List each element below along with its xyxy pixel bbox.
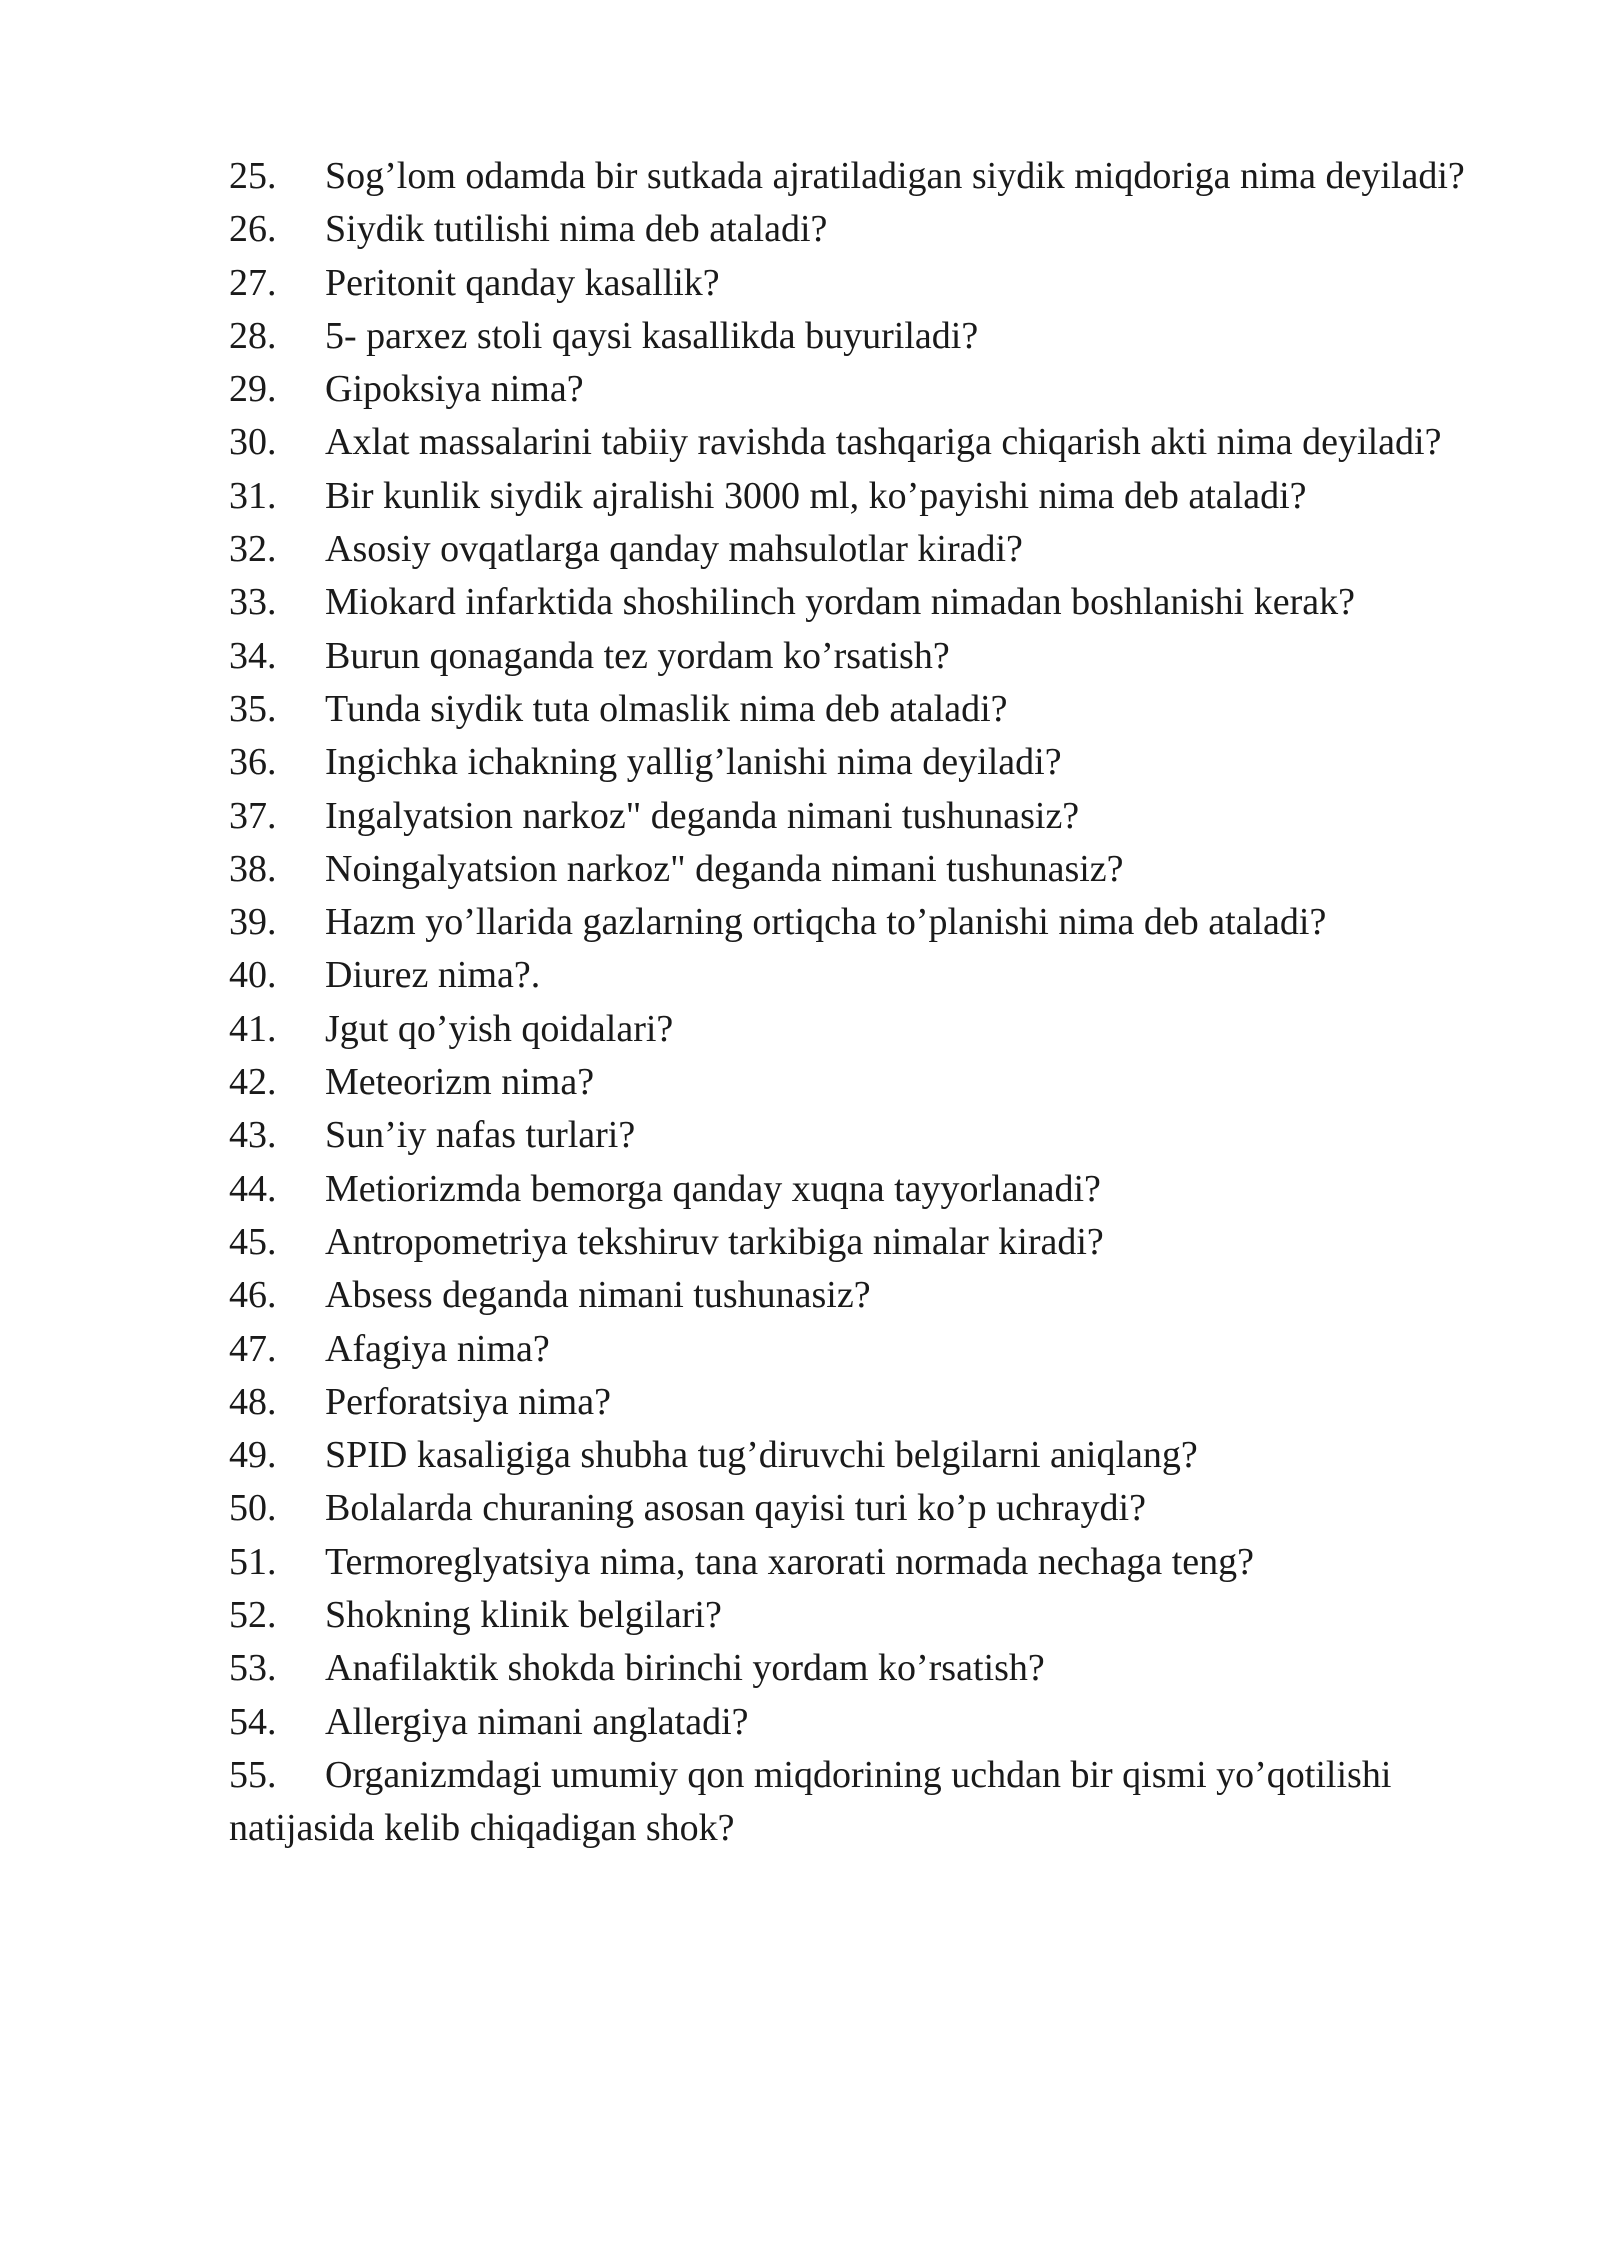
item-text: Sog’lom odamda bir sutkada ajratiladigan siydik miqdoriga nima deyiladi? xyxy=(325,155,1465,197)
item-number: 26. xyxy=(229,208,277,251)
item-number: 31. xyxy=(229,474,277,517)
list-item xyxy=(229,523,1469,576)
item-text: Allergiya nimani anglatadi? xyxy=(325,1700,749,1743)
item-number: 50. xyxy=(229,1487,277,1530)
item-text: Meteorizm nima? xyxy=(325,1061,595,1104)
item-number: 48. xyxy=(229,1380,277,1423)
item-text: SPID kasaligiga shubha tug’diruvchi belgilarni aniqlang? xyxy=(325,1434,1198,1477)
list-item xyxy=(229,1003,1469,1056)
item-text: Tunda siydik tuta olmaslik nima deb ataladi? xyxy=(325,687,1008,730)
item-text: Antropometriya tekshiruv tarkibiga nimalar kiradi? xyxy=(325,1220,1104,1263)
list-item xyxy=(229,150,1469,203)
item-number: 27. xyxy=(229,261,277,304)
list-item xyxy=(229,790,1469,843)
item-text: Bir kunlik siydik ajralishi 3000 ml, ko’payishi nima deb ataladi? xyxy=(325,474,1307,517)
list-item xyxy=(229,1323,1469,1376)
list-item xyxy=(229,1482,1469,1535)
item-number: 30. xyxy=(229,421,277,464)
item-number: 29. xyxy=(229,368,277,411)
item-number: 36. xyxy=(229,741,277,784)
item-number: 39. xyxy=(229,901,277,944)
list-item xyxy=(229,896,1469,949)
list-item xyxy=(229,1163,1469,1216)
item-number: 32. xyxy=(229,528,277,571)
item-number: 47. xyxy=(229,1327,277,1370)
item-number: 44. xyxy=(229,1167,277,1210)
list-item xyxy=(229,1429,1469,1482)
item-number: 53. xyxy=(229,1647,277,1690)
item-number: 49. xyxy=(229,1434,277,1477)
list-item xyxy=(229,736,1469,789)
item-number: 37. xyxy=(229,794,277,837)
list-item xyxy=(229,470,1469,523)
item-number: 38. xyxy=(229,847,277,890)
item-text: Peritonit qanday kasallik? xyxy=(325,261,720,304)
item-number: 52. xyxy=(229,1594,277,1637)
list-item xyxy=(229,1696,1469,1749)
list-item xyxy=(229,1749,1469,1856)
list-item xyxy=(229,1056,1469,1109)
item-text: Burun qonaganda tez yordam ko’rsatish? xyxy=(325,634,950,677)
item-number: 46. xyxy=(229,1274,277,1317)
list-item xyxy=(229,576,1469,629)
item-text: Anafilaktik shokda birinchi yordam ko’rsatish? xyxy=(325,1647,1045,1690)
item-text: Perforatsiya nima? xyxy=(325,1380,611,1423)
item-number: 35. xyxy=(229,687,277,730)
list-item xyxy=(229,843,1469,896)
item-text: Diurez nima?. xyxy=(325,954,541,997)
item-number: 42. xyxy=(229,1061,277,1104)
list-item xyxy=(229,683,1469,736)
item-number: 40. xyxy=(229,954,277,997)
item-text: Gipoksiya nima? xyxy=(325,368,584,411)
list-item xyxy=(229,1269,1469,1322)
item-text: 5- parxez stoli qaysi kasallikda buyuriladi? xyxy=(325,314,979,357)
question-list xyxy=(229,150,1469,1856)
item-text: Afagiya nima? xyxy=(325,1327,550,1370)
list-item xyxy=(229,1642,1469,1695)
item-text: Axlat massalarini tabiiy ravishda tashqariga chiqarish akti nima deyiladi? xyxy=(325,421,1442,464)
item-number: 45. xyxy=(229,1220,277,1263)
item-text: Sun’iy nafas turlari? xyxy=(325,1114,636,1157)
list-item xyxy=(229,949,1469,1002)
list-item xyxy=(229,1376,1469,1429)
list-item xyxy=(229,630,1469,683)
item-text: Absess deganda nimani tushunasiz? xyxy=(325,1274,871,1317)
list-item xyxy=(229,1216,1469,1269)
list-item xyxy=(229,257,1469,310)
item-text: Miokard infarktida shoshilinch yordam nimadan boshlanishi kerak? xyxy=(325,581,1355,624)
list-item xyxy=(229,1109,1469,1162)
item-number: 43. xyxy=(229,1114,277,1157)
list-item xyxy=(229,1589,1469,1642)
item-text: Siydik tutilishi nima deb ataladi? xyxy=(325,208,828,251)
list-item xyxy=(229,310,1469,363)
item-text: Asosiy ovqatlarga qanday mahsulotlar kiradi? xyxy=(325,528,1023,571)
item-number: 28. xyxy=(229,314,277,357)
item-number: 33. xyxy=(229,581,277,624)
item-text: Shokning klinik belgilari? xyxy=(325,1594,722,1637)
item-number: 34. xyxy=(229,634,277,677)
item-number: 51. xyxy=(229,1540,277,1583)
item-number: 54. xyxy=(229,1700,277,1743)
item-text: Jgut qo’yish qoidalari? xyxy=(325,1007,674,1050)
item-number: 25. xyxy=(229,155,277,197)
item-number: 41. xyxy=(229,1007,277,1050)
item-text: Organizmdagi umumiy qon miqdorining uchdan bir qismi yo’qotilishi natijasida kelib chiqadigan shok? xyxy=(229,1753,1392,1850)
item-text: Ingalyatsion narkoz" deganda nimani tushunasiz? xyxy=(325,794,1080,837)
item-text: Hazm yo’llarida gazlarning ortiqcha to’planishi nima deb ataladi? xyxy=(325,901,1327,944)
list-item xyxy=(229,416,1469,469)
item-text: Bolalarda churaning asosan qayisi turi ko’p uchraydi? xyxy=(325,1487,1146,1530)
list-item xyxy=(229,363,1469,416)
item-text: Termoreglyatsiya nima, tana xarorati normada nechaga teng? xyxy=(325,1540,1254,1583)
item-number: 55. xyxy=(229,1753,277,1796)
item-text: Ingichka ichakning yallig’lanishi nima deyiladi? xyxy=(325,741,1062,784)
item-text: Metiorizmda bemorga qanday xuqna tayyorlanadi? xyxy=(325,1167,1101,1210)
item-text: Noingalyatsion narkoz" deganda nimani tushunasiz? xyxy=(325,847,1124,890)
list-item xyxy=(229,203,1469,256)
list-item xyxy=(229,1536,1469,1589)
